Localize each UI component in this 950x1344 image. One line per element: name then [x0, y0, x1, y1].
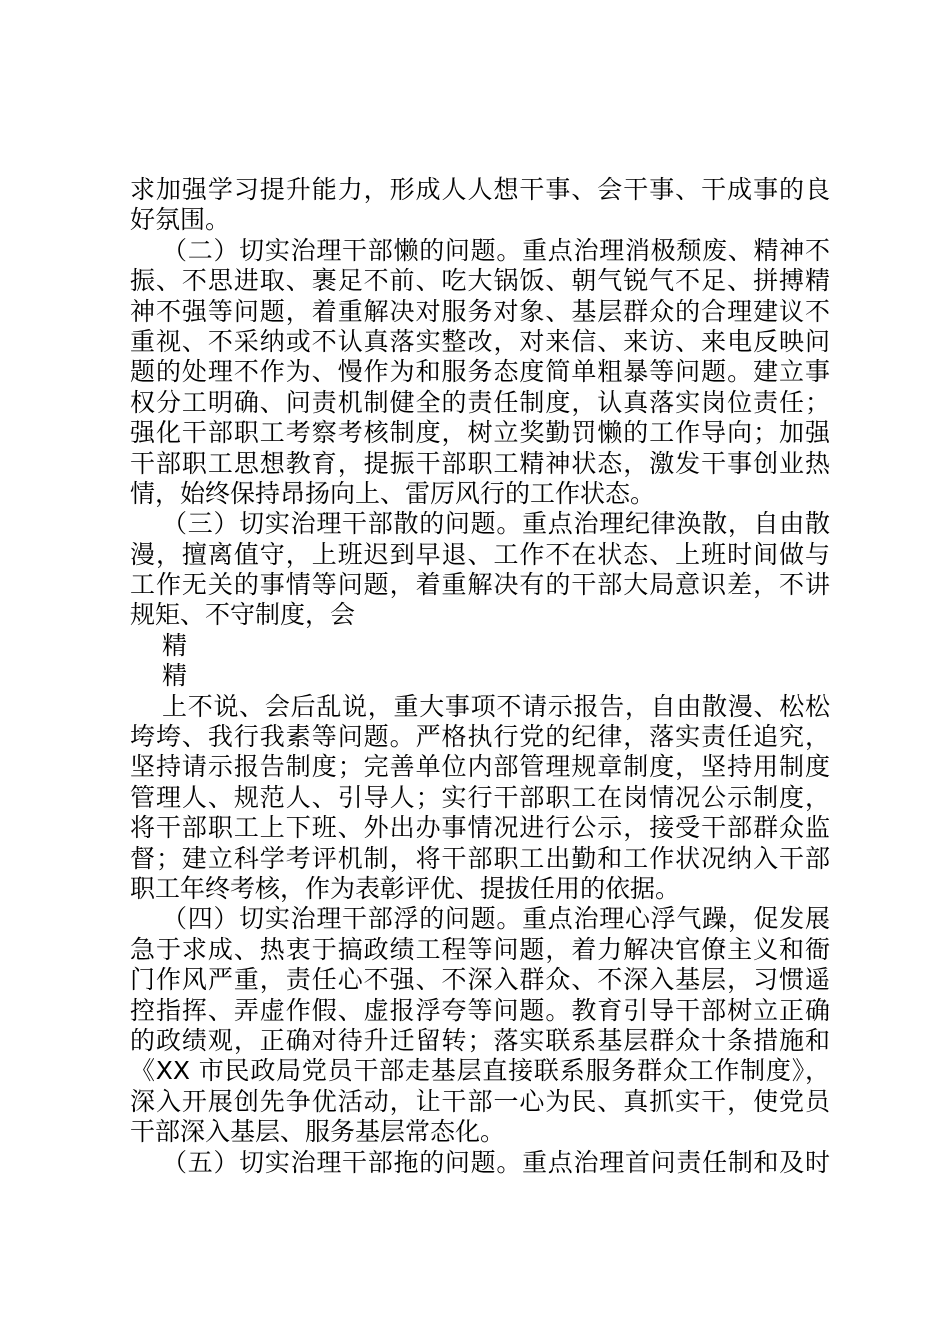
text-line: 漫，擅离值守，上班迟到早退、工作不在状态、上班时间做与 — [130, 539, 830, 569]
text-line: 上不说、会后乱说，重大事项不请示报告，自由散漫、松松 — [162, 691, 830, 721]
text-line: 督；建立科学考评机制，将干部职工出勤和工作状况纳入干部 — [130, 843, 830, 873]
text-line: （五）切实治理干部拖的问题。重点治理首问责任制和及时 — [162, 1147, 830, 1177]
text-line: 垮垮、我行我素等问题。严格执行党的纪律，落实责任追究， — [130, 722, 830, 752]
text-line: 职工年终考核，作为表彰评优、提拔任用的依据。 — [130, 873, 681, 903]
text-line: （四）切实治理干部浮的问题。重点治理心浮气躁，促发展 — [162, 904, 830, 934]
text-line: 好氛围。 — [130, 205, 231, 235]
text-line: 干部深入基层、服务基层常态化。 — [130, 1117, 506, 1147]
text-line: 管理人、规范人、引导人；实行干部职工在岗情况公示制度， — [130, 782, 830, 812]
text-line: 神不强等问题，着重解决对服务对象、基层群众的合理建议不 — [130, 296, 830, 326]
text-line: 坚持请示报告制度；完善单位内部管理规章制度，坚持用制度 — [130, 752, 830, 782]
text-line: 规矩、不守制度，会 — [130, 600, 356, 630]
text-line: 门作风严重，责任心不强、不深入群众、不深入基层，习惯遥 — [130, 965, 830, 995]
text-line: 重视、不采纳或不认真落实整改，对来信、来访、来电反映问 — [130, 326, 830, 356]
text-line: 强化干部职工考察考核制度，树立奖勤罚懒的工作导向；加强 — [130, 418, 830, 448]
text-line: 的政绩观，正确对待升迁留转；落实联系基层群众十条措施和 — [130, 1025, 830, 1055]
text-line: 题的处理不作为、慢作为和服务态度简单粗暴等问题。建立事 — [130, 357, 830, 387]
text-line: 精 — [162, 661, 188, 691]
text-line: 《XX 市民政局党员干部走基层直接联系服务群众工作制度》， — [130, 1056, 830, 1086]
text-line: 干部职工思想教育，提振干部职工精神状态，激发干事创业热 — [130, 448, 830, 478]
text-line: 深入开展创先争优活动，让干部一心为民、真抓实干，使党员 — [130, 1086, 830, 1116]
text-line: 精 — [162, 630, 188, 660]
text-line: （三）切实治理干部散的问题。重点治理纪律涣散，自由散 — [162, 509, 830, 539]
body-text — [130, 175, 830, 1178]
text-line: 振、不思进取、裹足不前、吃大锅饭、朝气锐气不足、拼搏精 — [130, 266, 830, 296]
text-line: 急于求成、热衷于搞政绩工程等问题，着力解决官僚主义和衙 — [130, 934, 830, 964]
text-line: 将干部职工上下班、外出办事情况进行公示，接受干部群众监 — [130, 813, 830, 843]
text-line: （二）切实治理干部懒的问题。重点治理消极颓废、精神不 — [162, 235, 830, 265]
text-line: 求加强学习提升能力，形成人人想干事、会干事、干成事的良 — [130, 175, 830, 204]
text-line: 权分工明确、问责机制健全的责任制度，认真落实岗位责任； — [130, 387, 830, 417]
text-line: 工作无关的事情等问题，着重解决有的干部大局意识差，不讲 — [130, 570, 830, 600]
text-line: 情，始终保持昂扬向上、雷厉风行的工作状态。 — [130, 478, 656, 508]
text-line: 控指挥、弄虚作假、虚报浮夸等问题。教育引导干部树立正确 — [130, 995, 830, 1025]
